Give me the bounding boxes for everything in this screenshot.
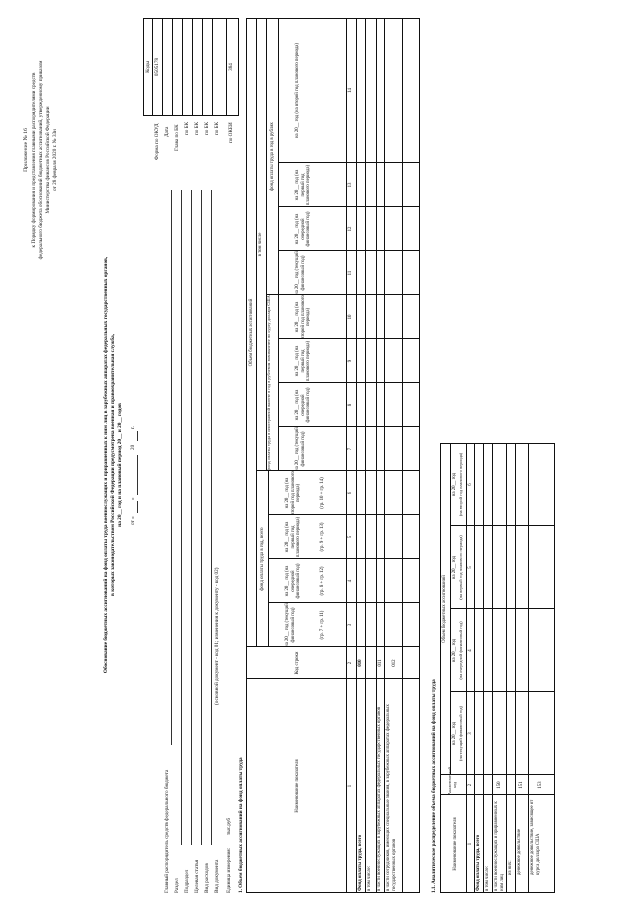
form-heading-line3: на 20__ год и на плановый период 20__ и 20__ годов (117, 403, 123, 527)
s11-h6-sub: (на второй год планового периода) (458, 452, 463, 517)
s1-h8: на 20__ год (на очередной финансовый год) (295, 387, 312, 423)
s1-col-name: Наименование показателя (295, 759, 300, 813)
s1-row-011-name: в части военнослужащих в зарубежных аппаратах федеральных государственных органов (377, 706, 382, 891)
s11-row-incl-name: в том числе: (485, 865, 490, 891)
s1-h6: на 20__ год (на второй год планового периода) (285, 471, 302, 515)
s1-f4: (гр. 8 + гр. 12) (320, 566, 325, 596)
okei-value: 384 (228, 63, 234, 71)
vr-label: Вид расходов (204, 863, 210, 893)
s1-col-incl: в том числе (258, 232, 263, 257)
s1-num-14: 14 (348, 88, 353, 93)
s1-row-012-code: 012 (392, 659, 397, 667)
s11-num-3: 3 (468, 732, 473, 735)
s1-row-012-name: в части сотрудников, имеющих специальные звания, в зарубежных аппаратах федеральных государственных органов (386, 704, 397, 891)
s11-col-name: Наименование показателя (453, 817, 458, 871)
csr-code-label: по БК (204, 121, 210, 135)
date-year-line (137, 431, 138, 441)
podrazdel-code-label: по БК (194, 121, 200, 135)
s11-row-151-code: 151 (519, 781, 524, 789)
s11-col-code: Аналитический код (447, 766, 457, 795)
s1-num-11: 11 (348, 270, 353, 276)
s1-num-12: 12 (348, 226, 353, 232)
s1-col-fot-foreign: фонд оплаты труда в иностранной валюте в год в рублевом эквиваленте по курсу доллара США (266, 295, 271, 471)
s11-row-153-name: денежное довольствие, зависящее от курса доллара США (530, 799, 541, 875)
podrazdel-label: Подраздел (184, 869, 190, 893)
unit-value: тыс.руб (226, 817, 232, 835)
s1-h4: на 20__ год (на очередной финансовый год) (285, 563, 302, 599)
vr-code-label: по БК (214, 121, 220, 135)
s1-h3: на 20__ год (текущий финансовый год) (285, 603, 296, 647)
grbs-label: Главный распорядитель средств федерального бюджета (164, 769, 170, 893)
appendix-title: Приложение № 16 (23, 128, 29, 172)
date-year: 20 (130, 444, 136, 450)
s11-h3: на 20__ год (452, 721, 457, 746)
section1-title: 1. Объем бюджетных ассигнований на фонд оплаты труда (238, 757, 244, 893)
form-heading-line1: Обоснование бюджетных ассигнований на фонд оплаты труда военнослужащих и приравненных к ним лиц в зарубежных аппаратах федеральных государственных органов, (103, 256, 109, 674)
appendix-line4: от 28 февраля 2020 г. № 33н (52, 129, 58, 191)
s1-num-1: 1 (348, 784, 353, 788)
s1-f5: (гр. 9 + гр. 13) (320, 522, 325, 552)
s1-col-fot-rub: фонд оплаты труда в год в рублях (270, 122, 275, 191)
s1-num-3: 3 (348, 623, 353, 627)
s11-num-4: 4 (468, 649, 473, 652)
s1-num-6: 6 (348, 491, 353, 495)
s11-num-6: 6 (468, 483, 473, 486)
s1-h12: на 20__ год (на очередной финансовый год) (295, 211, 312, 247)
glava-label: Глава по БК (174, 124, 180, 151)
appendix-line3: Министерства финансов Российской Федерации (45, 106, 51, 214)
s1-row-total-code: 010 (358, 659, 363, 667)
s11-h5: на 20__ год (452, 555, 457, 580)
s1-row-total-name: Фонд оплаты труда, всего (358, 834, 363, 891)
s11-num-5: 5 (468, 566, 473, 569)
s1-h11: на 20__ год (текущий финансовый год) (295, 251, 306, 295)
s1-num-13: 13 (348, 182, 353, 188)
okud-label: Форма по ОКУД (154, 123, 160, 160)
doc-type-hint: (основной документ - код 01; изменения к документу - код 02) (214, 567, 220, 705)
s1-row-incl-name: в том числе: (367, 865, 372, 891)
codes-header: Коды (145, 61, 151, 73)
s1-h9: на 20__ год (на первый год планового периода) (295, 340, 312, 382)
date-month-line (137, 455, 138, 495)
s11-row-153-code: 153 (538, 781, 543, 789)
s11-row-izn-name: из них: (508, 860, 513, 875)
s11-row-total-name: Фонд оплаты труда, всего (476, 834, 481, 891)
date-quote: » (130, 497, 136, 500)
s1-h5: на 20__ год (на первый год планового периода) (285, 516, 302, 558)
s1-col-volume: Объем бюджетных ассигнований (249, 298, 254, 367)
s1-num-5: 5 (348, 535, 353, 539)
date-from: от « (130, 516, 136, 525)
s11-row-150-name: в части военнослужащих и приравненных к ним лиц (494, 801, 505, 891)
razdel-code-label: по БК (184, 121, 190, 135)
s11-h3-sub: (на текущий финансовый год) (458, 706, 463, 761)
appendix-line2: федерального бюджета обоснований бюджетных ассигнований, утвержденному приказом (38, 60, 44, 260)
s1-num-4: 4 (348, 579, 353, 583)
okud-value: 0505178 (154, 57, 160, 77)
s11-num-2: 2 (468, 783, 473, 787)
s1-num-9: 9 (348, 359, 353, 363)
s11-h6: на 20__ год (452, 472, 457, 497)
s1-row-011-code: 011 (378, 659, 383, 667)
s11-h5-sub: (на первый год планового периода) (458, 535, 463, 600)
s1-col-code: Код строки (295, 651, 300, 675)
date-label: Дата (164, 126, 170, 137)
s1-num-10: 10 (348, 314, 353, 320)
s1-num-8: 8 (348, 403, 353, 407)
s1-num-7: 7 (348, 447, 353, 451)
s1-h7: на 20__ год (текущий финансовый год) (295, 427, 306, 471)
section11-title: 1.1. Аналитическое распределение объема бюджетных ассигнований на фонд оплаты труда (431, 679, 437, 893)
s11-col-volume: Объем бюджетных ассигнований (442, 575, 447, 643)
s1-col-fot-total: фонд оплаты труда в год, всего (260, 527, 265, 591)
csr-label: Целевая статья (194, 859, 200, 893)
date-g: г. (130, 426, 136, 429)
appendix-line1: к Порядку формирования и представления главными распорядителями средств (31, 72, 37, 248)
s11-row-151-name: денежное довольствие (517, 828, 522, 875)
s11-h4: на 20__ год (452, 638, 457, 663)
doc-type-label: Вид документа (214, 859, 220, 893)
s1-h13: на 20__ год (на первый год планового периода) (295, 164, 312, 206)
unit-label: Единица измерения: (226, 847, 232, 893)
date-day-line (137, 501, 138, 513)
form-heading-line2: в которых законодательством Российской Федерации предусмотрена военная и правоохранительная служба, (110, 334, 116, 596)
s11-row-150-code: 150 (497, 781, 502, 789)
s1-num-2: 2 (348, 661, 353, 665)
s1-h10: на 20__ год (на второй год планового периода) (295, 295, 312, 339)
razdel-label: Раздел (174, 878, 180, 893)
s11-h4-sub: (на очередной финансовый год) (458, 621, 463, 680)
s1-f6: (гр. 10 + гр. 14) (320, 477, 325, 509)
okei-label: по ОКЕИ (228, 122, 234, 143)
s1-f3: (гр. 7 + гр. 11) (320, 610, 325, 640)
s1-h14: на 20__ год (на второй год планового периода) (295, 42, 300, 139)
s11-num-1: 1 (468, 842, 473, 846)
